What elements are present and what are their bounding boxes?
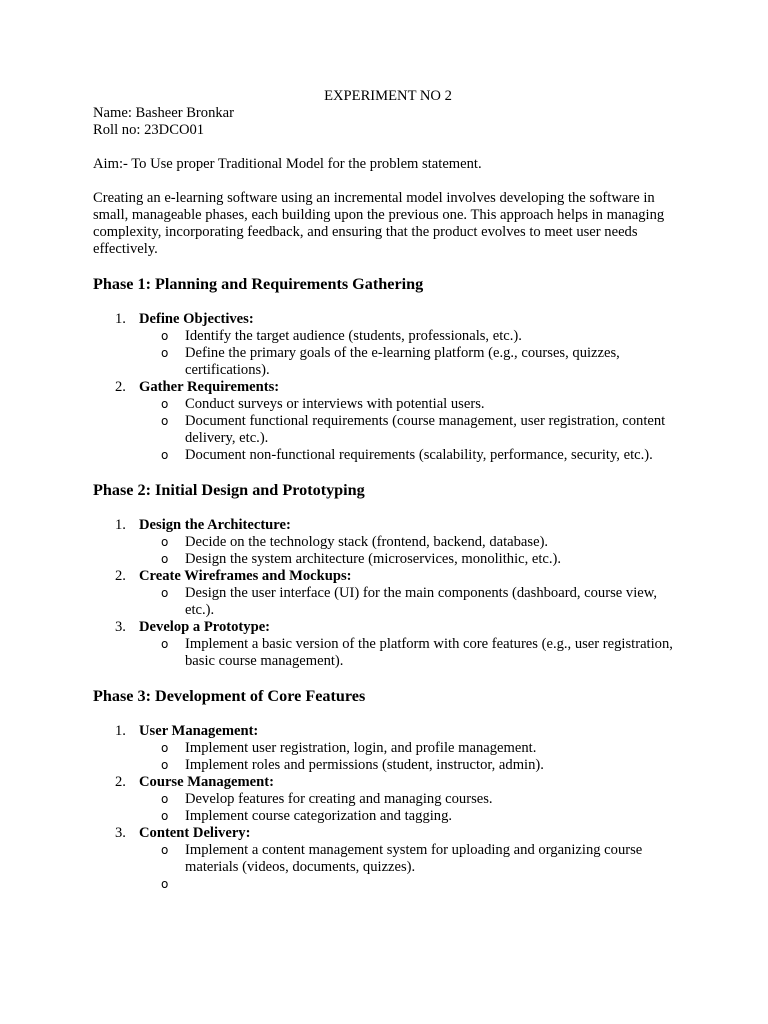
- sub-point: [139, 636, 683, 670]
- document-body: [93, 88, 683, 893]
- sub-point: [139, 585, 683, 619]
- step-number: 1.: [115, 311, 126, 327]
- intro-paragraph: Creating an e-learning software using an incremental model involves developing the software in small, manageable phases, each building upon the previous one. This approach helps in managing complexity, incorporating feedback, and ensuring that the product evolves to meet user needs effectively.: [93, 190, 665, 257]
- sub-point-list: [139, 328, 683, 379]
- sub-point-text: Design the system architecture (microservices, monolithic, etc.).: [185, 551, 562, 567]
- bullet-icon: o: [161, 586, 169, 600]
- bullet-icon: o: [161, 792, 169, 806]
- sub-point-list: [139, 396, 683, 464]
- step-item: [93, 517, 683, 568]
- sub-point-list: [139, 740, 683, 774]
- step-item: [93, 825, 683, 893]
- document-title: EXPERIMENT NO 2: [324, 88, 452, 104]
- sub-point-text: Design the user interface (UI) for the main components (dashboard, course view, etc.).: [185, 585, 657, 618]
- bullet-icon: o: [161, 552, 169, 566]
- sub-point-text: Document functional requirements (course management, user registration, content delivery, etc.).: [185, 413, 666, 446]
- bullet-icon: o: [161, 843, 169, 857]
- bullet-icon: o: [161, 329, 169, 343]
- sub-point: [139, 551, 683, 568]
- step-number: 2.: [115, 568, 126, 584]
- sub-point: [139, 345, 683, 379]
- sub-point-text: Implement course categorization and tagging.: [185, 808, 453, 824]
- step-number: 2.: [115, 774, 126, 790]
- step-number: 3.: [115, 825, 126, 841]
- bullet-icon: o: [161, 448, 169, 462]
- sub-point-text: Document non-functional requirements (scalability, performance, security, etc.).: [185, 447, 653, 463]
- step-item: [93, 619, 683, 670]
- bullet-icon: o: [161, 877, 169, 891]
- sub-point: [139, 808, 683, 825]
- phase-heading: Phase 2: Initial Design and Prototyping: [93, 481, 365, 499]
- step-number: 1.: [115, 517, 126, 533]
- sub-point-list: [139, 585, 683, 619]
- sub-point-list: [139, 791, 683, 825]
- step-number: 3.: [115, 619, 126, 635]
- bullet-icon: o: [161, 809, 169, 823]
- phases-container: [93, 275, 683, 893]
- bullet-icon: o: [161, 414, 169, 428]
- sub-point-text: Conduct surveys or interviews with potential users.: [185, 396, 485, 412]
- sub-point-text: Implement a basic version of the platform with core features (e.g., user registration, basic course management).: [185, 636, 673, 669]
- sub-point-text: Implement a content management system for uploading and organizing course materials (videos, documents, quizzes).: [185, 842, 643, 875]
- step-title: User Management:: [139, 723, 259, 739]
- bullet-icon: o: [161, 741, 169, 755]
- bullet-icon: o: [161, 346, 169, 360]
- phase-heading: Phase 1: Planning and Requirements Gathering: [93, 275, 424, 293]
- sub-point-text: Implement user registration, login, and profile management.: [185, 740, 537, 756]
- step-title: Gather Requirements:: [139, 379, 280, 395]
- sub-point: [139, 534, 683, 551]
- step-item: [93, 723, 683, 774]
- step-title: Create Wireframes and Mockups:: [139, 568, 352, 584]
- sub-point-list: [139, 842, 683, 893]
- sub-point: [139, 757, 683, 774]
- spacer: [93, 173, 683, 190]
- student-name: Name: Basheer Bronkar: [93, 105, 235, 121]
- phase-heading: Phase 3: Development of Core Features: [93, 687, 366, 705]
- bullet-icon: o: [161, 758, 169, 772]
- phase-step-list: [93, 723, 683, 893]
- step-title: Course Management:: [139, 774, 274, 790]
- step-item: [93, 311, 683, 379]
- step-number: 2.: [115, 379, 126, 395]
- spacer: [93, 139, 683, 156]
- roll-number: Roll no: 23DCO01: [93, 122, 205, 138]
- step-item: [93, 568, 683, 619]
- sub-point-text: Implement roles and permissions (student, instructor, admin).: [185, 757, 544, 773]
- bullet-icon: o: [161, 637, 169, 651]
- sub-point: [139, 447, 683, 464]
- sub-point-text: Define the primary goals of the e-learning platform (e.g., courses, quizzes, certifications).: [185, 345, 620, 378]
- sub-point-list: [139, 534, 683, 568]
- sub-point-text: Decide on the technology stack (frontend, backend, database).: [185, 534, 549, 550]
- sub-point: [139, 842, 683, 876]
- sub-point-text: Identify the target audience (students, professionals, etc.).: [185, 328, 522, 344]
- sub-point: [139, 413, 683, 447]
- step-title: Content Delivery:: [139, 825, 251, 841]
- bullet-icon: o: [161, 535, 169, 549]
- sub-point: [139, 740, 683, 757]
- phase-step-list: [93, 517, 683, 670]
- sub-point: [139, 876, 683, 893]
- step-number: 1.: [115, 723, 126, 739]
- step-item: [93, 774, 683, 825]
- sub-point: [139, 396, 683, 413]
- step-title: Design the Architecture:: [139, 517, 291, 533]
- step-title: Define Objectives:: [139, 311, 254, 327]
- sub-point-list: [139, 636, 683, 670]
- bullet-icon: o: [161, 397, 169, 411]
- phase-step-list: [93, 311, 683, 464]
- aim-statement: Aim:- To Use proper Traditional Model for the problem statement.: [93, 156, 482, 172]
- sub-point: [139, 791, 683, 808]
- sub-point-text: Develop features for creating and managing courses.: [185, 791, 493, 807]
- step-title: Develop a Prototype:: [139, 619, 271, 635]
- sub-point: [139, 328, 683, 345]
- step-item: [93, 379, 683, 464]
